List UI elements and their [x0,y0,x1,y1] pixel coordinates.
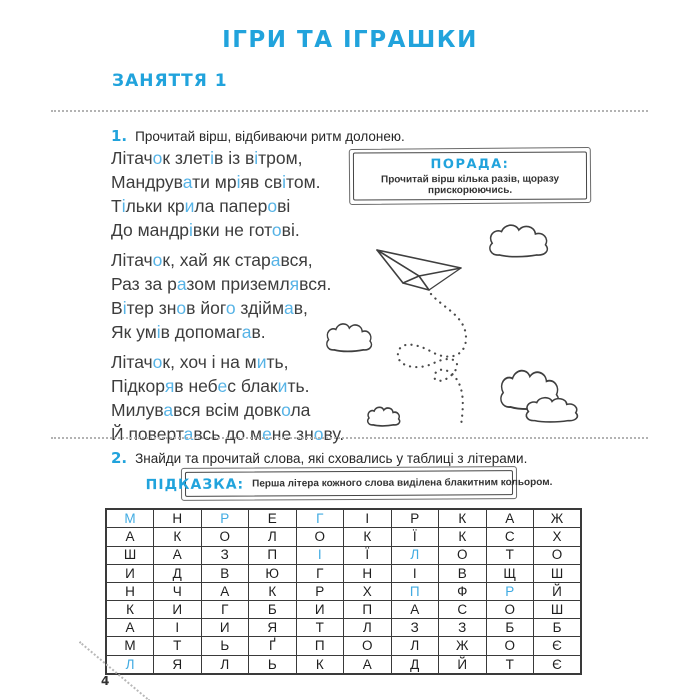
poem [111,146,344,452]
grid-cell: Х [534,528,582,546]
poem-text: с блак [227,376,278,396]
grid-cell: Д [154,564,202,582]
grid-cell: Т [486,546,534,564]
grid-cell: И [106,564,154,582]
poem-text: Й поверт [111,424,184,444]
poem-line [111,218,344,242]
grid-cell: И [201,619,249,637]
grid-cell: С [486,528,534,546]
stressed-letter: я [164,376,175,396]
grid-cell: Ґ [249,637,297,655]
stressed-letter: е [262,424,272,444]
task1-number: 1. [111,127,128,145]
task2-number: 2. [111,449,128,467]
stressed-letter: і [282,172,287,192]
grid-cell: К [439,509,487,528]
stressed-letter: о [313,424,324,444]
poem-text: Т [111,196,122,216]
page-number: 4 [101,674,110,688]
cloud-icon [526,398,577,422]
poem-text: вки не гот [192,220,272,240]
poem-line [111,374,344,398]
illustration [315,210,610,440]
hint-box [145,466,553,501]
grid-cell: П [296,637,344,655]
grid-cell: Д [391,655,439,674]
task1-instruction-text: Прочитай вірш, відбиваючи ритм долонею. [135,129,405,144]
grid-cell: Б [534,619,582,637]
stressed-letter: о [152,250,163,270]
grid-cell: І [154,619,202,637]
grid-row [106,601,581,619]
grid-cell: Р [201,509,249,528]
grid-cell: А [391,601,439,619]
grid-row [106,637,581,655]
grid-cell: Є [534,637,582,655]
grid-cell: Г [201,601,249,619]
grid-cell: М [106,637,154,655]
grid-cell: О [486,601,534,619]
stressed-letter: о [271,220,282,240]
poem-text: В [111,298,123,318]
poem-text: тер зн [126,298,177,318]
grid-cell: З [391,619,439,637]
grid-cell: Т [296,619,344,637]
poem-text: в неб [174,376,218,396]
grid-cell: Ч [154,582,202,600]
grid-cell: Ш [534,564,582,582]
poem-text: ть, [266,352,289,372]
poem-text: в із в [214,148,255,168]
stressed-letter: а [182,172,193,192]
task2-instruction-text: Знайди та прочитай слова, які сховались у таблиці з літерами. [135,451,528,466]
poem-line [111,422,344,446]
stressed-letter: а [283,298,294,318]
stressed-letter: я [289,274,300,294]
poem-text: Мандрув [111,172,183,192]
grid-cell: О [201,528,249,546]
stressed-letter: о [152,352,163,372]
poem-text: здійм [235,298,284,318]
stressed-letter: и [256,352,267,372]
grid-cell: Щ [486,564,534,582]
grid-cell: К [296,655,344,674]
letter-grid [105,508,582,675]
grid-cell: З [439,619,487,637]
task2-instruction [111,449,527,467]
grid-cell: О [534,546,582,564]
poem-stanza [111,248,344,344]
poem-line [111,248,344,272]
grid-cell: А [201,582,249,600]
grid-cell: О [439,546,487,564]
stressed-letter: о [267,196,278,216]
grid-row [106,564,581,582]
grid-cell: В [439,564,487,582]
stressed-letter: и [184,196,195,216]
stressed-letter: а [163,400,174,420]
poem-line [111,350,344,374]
hint-box-title: ПІДКАЗКА: [145,476,245,493]
dotted-separator [51,437,648,439]
grid-cell: И [154,601,202,619]
flight-path-icon [398,294,466,425]
grid-cell: Ь [249,655,297,674]
grid-cell: Т [486,655,534,674]
grid-cell: Й [534,582,582,600]
grid-cell: Н [154,509,202,528]
grid-row [106,582,581,600]
poem-text: в допомаг [160,322,242,342]
grid-cell: Р [486,582,534,600]
poem-text: Раз за р [111,274,177,294]
grid-cell: Л [391,546,439,564]
grid-cell: Х [344,582,392,600]
stressed-letter: а [241,322,252,342]
poem-text: в йог [186,298,226,318]
task1-instruction [111,127,405,145]
poem-text: ла папер [194,196,268,216]
grid-cell: П [391,582,439,600]
grid-row [106,546,581,564]
grid-cell: І [296,546,344,564]
poem-text: льки кр [125,196,185,216]
stressed-letter: і [236,172,241,192]
stressed-letter: о [152,148,163,168]
stressed-letter: е [217,376,228,396]
poem-text: Літач [111,352,153,372]
grid-cell: Р [296,582,344,600]
grid-row [106,619,581,637]
grid-row [106,528,581,546]
grid-cell: О [486,637,534,655]
poem-text: к, хай як стар [162,250,271,270]
poem-line [111,146,344,170]
stressed-letter: і [189,220,193,240]
stressed-letter: о [281,400,291,420]
poem-text: к злет [162,148,211,168]
grid-row [106,509,581,528]
grid-cell: Ї [344,546,392,564]
poem-text: Літач [111,250,153,270]
grid-cell: О [296,528,344,546]
stressed-letter: о [225,298,236,318]
poem-text: тром, [258,148,303,168]
poem-line [111,170,344,194]
grid-cell: Є [534,655,582,674]
poem-text: вся всім довк [173,400,282,420]
poem-line [111,194,344,218]
poem-text: Підкор [111,376,165,396]
grid-cell: А [344,655,392,674]
grid-cell: Я [249,619,297,637]
grid-cell: Л [344,619,392,637]
poem-text: ла [290,400,311,420]
grid-row [106,655,581,674]
grid-cell: І [391,564,439,582]
grid-cell: А [486,509,534,528]
tip-box-text: Прочитай вірш кілька разів, щоразу прискорюючись. [380,173,560,196]
grid-cell: Н [106,582,154,600]
stressed-letter: і [121,196,126,216]
poem-line [111,398,344,422]
paper-plane-icon [377,250,461,290]
poem-text: ти мр [192,172,237,192]
stressed-letter: і [122,298,127,318]
poem-text: ть. [287,376,310,396]
poem-text: ві. [281,220,300,240]
grid-cell: Ю [249,564,297,582]
grid-cell: Я [154,655,202,674]
page-title: ІГРИ ТА ІГРАШКИ [222,27,478,53]
grid-cell: К [154,528,202,546]
poem-text: вся. [299,274,332,294]
grid-cell: Г [296,509,344,528]
grid-cell: Л [249,528,297,546]
stressed-letter: о [176,298,187,318]
grid-cell: Ш [106,546,154,564]
stressed-letter: і [210,148,215,168]
poem-text: ві [277,196,291,216]
grid-cell: Б [249,601,297,619]
poem-text: к, хоч і на м [162,352,257,372]
grid-cell: И [296,601,344,619]
grid-cell: П [344,601,392,619]
poem-text: зом приземл [186,274,290,294]
grid-cell: З [201,546,249,564]
hint-box-text: Перша літера кожного слова виділена блакитним кольором. [252,476,553,490]
poem-text: не зн [271,424,314,444]
tip-box-title: ПОРАДА: [430,156,510,172]
grid-cell: Р [391,509,439,528]
grid-cell: Л [391,637,439,655]
grid-cell: Т [154,637,202,655]
poem-text: в, [293,298,308,318]
grid-cell: М [106,509,154,528]
grid-cell: Ж [534,509,582,528]
poem-text: До мандр [111,220,190,240]
poem-text: всь до м [193,424,263,444]
stressed-letter: а [176,274,187,294]
poem-text: Милув [111,400,164,420]
grid-cell: І [344,509,392,528]
stressed-letter: і [254,148,259,168]
grid-cell: Л [201,655,249,674]
grid-cell: К [106,601,154,619]
grid-cell: К [344,528,392,546]
poem-line [111,296,344,320]
grid-cell: Ї [391,528,439,546]
grid-cell: А [154,546,202,564]
cloud-icon [368,407,400,426]
grid-cell: Ш [534,601,582,619]
grid-cell: С [439,601,487,619]
poem-text: вся, [280,250,313,270]
grid-cell: В [201,564,249,582]
grid-cell: Г [296,564,344,582]
poem-text: том. [286,172,321,192]
grid-cell: А [106,619,154,637]
poem-text: Літач [111,148,153,168]
stressed-letter: а [270,250,281,270]
grid-cell: К [439,528,487,546]
poem-stanza [111,350,344,446]
grid-cell: Й [439,655,487,674]
grid-cell: А [106,528,154,546]
grid-cell: П [249,546,297,564]
hint-box-inner [145,470,553,497]
dotted-separator [51,110,648,112]
grid-cell: Н [344,564,392,582]
stressed-letter: і [156,322,161,342]
grid-cell: Ь [201,637,249,655]
grid-cell: Ф [439,582,487,600]
poem-stanza [111,146,344,242]
lesson-title: ЗАНЯТТЯ 1 [112,71,228,91]
tip-box-inner [353,151,587,200]
poem-text: ву. [323,424,345,444]
poem-line [111,272,344,296]
grid-cell: О [344,637,392,655]
poem-text: яв св [240,172,283,192]
grid-cell: К [249,582,297,600]
poem-text: Як ум [111,322,157,342]
grid-cell: Ж [439,637,487,655]
cloud-icon [327,324,372,351]
poem-text: в. [251,322,266,342]
cloud-icon [490,225,547,257]
poem-line [111,320,344,344]
grid-cell: Е [249,509,297,528]
grid-cell: Л [106,655,154,674]
tip-box [349,147,591,205]
grid-cell: Б [486,619,534,637]
stressed-letter: а [183,424,194,444]
stressed-letter: и [277,376,288,396]
